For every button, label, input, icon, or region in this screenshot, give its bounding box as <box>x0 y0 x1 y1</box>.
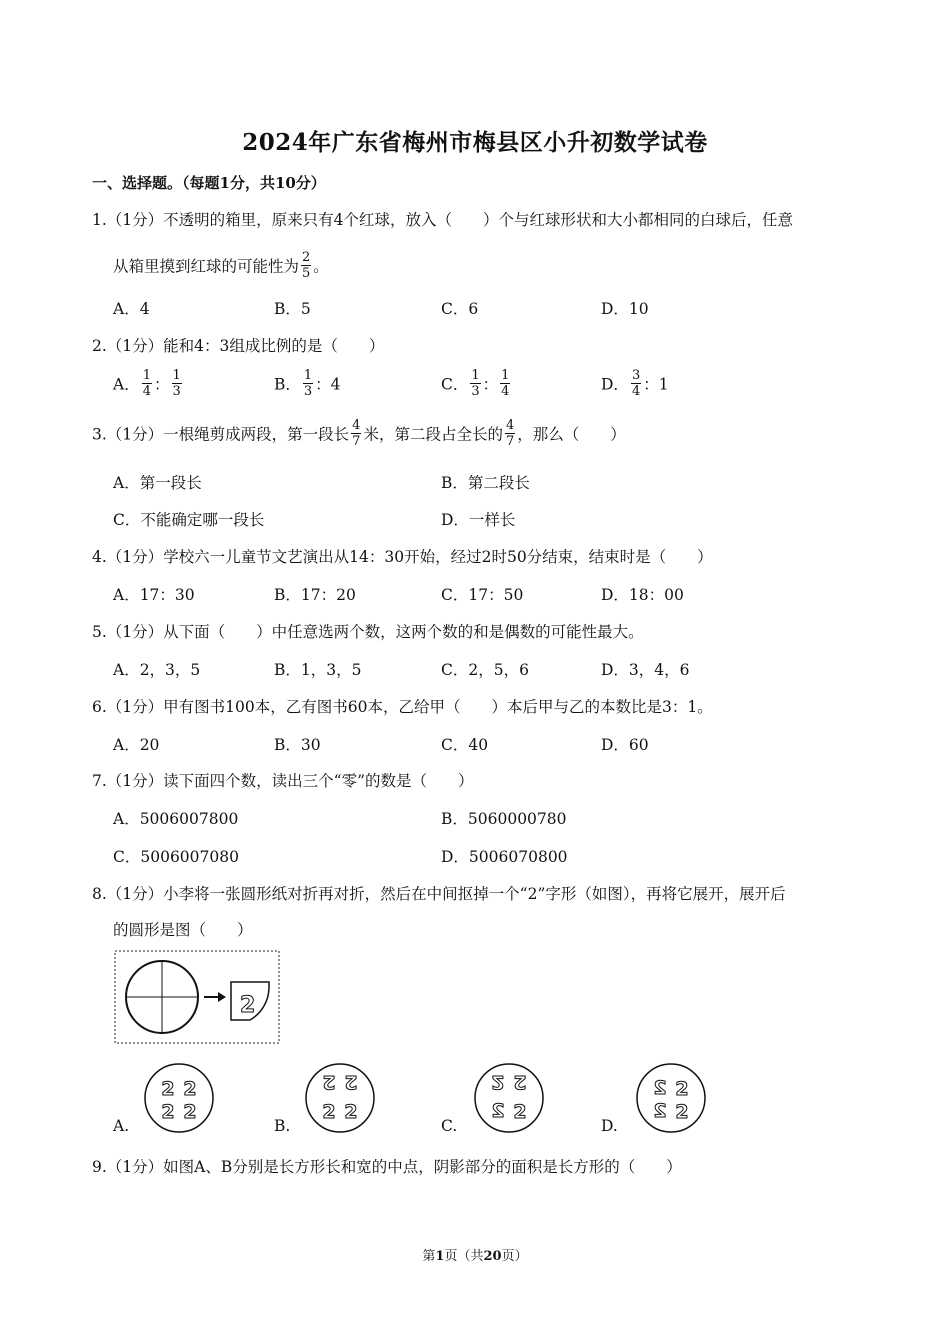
q1-option-a: A．4 <box>113 300 150 318</box>
svg-text:2: 2 <box>675 1078 689 1100</box>
option-b-circle-figure <box>303 1062 377 1134</box>
q5-option-c: C．2，5，6 <box>441 661 529 679</box>
q5-option-b: B．1，3，5 <box>274 661 362 679</box>
question-9: 9.（1分）如图A、B分别是长方形长和宽的中点，阴影部分的面积是长方形的（ ） <box>92 1158 682 1176</box>
q2-option-c: C． $\frac{1}{3}$ ： $\frac{1}{4}$ <box>441 368 510 399</box>
q5-option-d: D．3，4，6 <box>601 661 690 679</box>
q8-option-a: A. <box>113 1117 130 1135</box>
question-2: 2.（1分）能和4：3组成比例的是（ ） <box>92 337 385 355</box>
q6-option-c: C．40 <box>441 736 489 754</box>
svg-text:2: 2 <box>491 1071 505 1093</box>
svg-text:2: 2 <box>344 1071 358 1093</box>
figure-digit: 2 <box>240 993 256 1018</box>
svg-text:2: 2 <box>513 1071 527 1093</box>
svg-text:2: 2 <box>513 1101 527 1123</box>
question-3: 3.（1分）一根绳剪成两段，第一段长 $\frac{4}{7}$ 米，第二段占全长的 $\frac{4}{7}$ ，那么（ ） <box>92 418 626 449</box>
q3-option-b: B．第二段长 <box>441 474 530 492</box>
question-1-line1: 1.（1分）不透明的箱里，原来只有4个红球，放入（ ）个与红球形状和大小都相同的白球后，任意 <box>92 211 794 229</box>
q1-option-d: D．10 <box>601 300 649 318</box>
q7-option-c: C．5006007080 <box>113 848 239 866</box>
fraction: $\frac{2}{5}$ <box>302 250 311 281</box>
svg-text:2: 2 <box>183 1101 197 1123</box>
q4-option-c: C．17：50 <box>441 586 524 604</box>
q8-option-d: D. <box>601 1117 618 1135</box>
svg-text:2: 2 <box>344 1101 358 1123</box>
q4-option-b: B．17：20 <box>274 586 356 604</box>
question-8-line1: 8.（1分）小李将一张圆形纸对折再对折，然后在中间抠掉一个“2”字形（如图），再将它展开，展开后 <box>92 885 786 903</box>
svg-text:2: 2 <box>491 1100 505 1122</box>
section-heading: 一、选择题。（每题1分，共10分） <box>92 174 326 192</box>
svg-text:2: 2 <box>322 1071 336 1093</box>
q5-option-a: A．2，3，5 <box>113 661 201 679</box>
question-7: 7.（1分）读下面四个数，读出三个“零”的数是（ ） <box>92 772 474 790</box>
q4-option-a: A．17：30 <box>113 586 195 604</box>
q2-option-b: B． $\frac{1}{3}$ ：4 <box>274 368 341 399</box>
svg-text:2: 2 <box>653 1100 667 1122</box>
option-a-circle-figure <box>142 1062 216 1134</box>
question-5: 5.（1分）从下面（ ）中任意选两个数，这两个数的和是偶数的可能性最大。 <box>92 623 644 641</box>
svg-text:2: 2 <box>161 1078 175 1100</box>
q6-option-a: A．20 <box>113 736 160 754</box>
q1-option-c: C．6 <box>441 300 479 318</box>
page-title: 2024年广东省梅州市梅县区小升初数学试卷 <box>242 129 708 156</box>
q1-option-b: B．5 <box>274 300 311 318</box>
q6-option-b: B．30 <box>274 736 321 754</box>
q2-option-d: D． $\frac{3}{4}$ ：1 <box>601 368 669 399</box>
question-6: 6.（1分）甲有图书100本，乙有图书60本，乙给甲（ ）本后甲与乙的本数比是3：1。 <box>92 698 713 716</box>
q2-option-a: A． $\frac{1}{4}$ ： $\frac{1}{3}$ <box>113 368 181 399</box>
svg-text:2: 2 <box>161 1101 175 1123</box>
question-8-line2: 的圆形是图（ ） <box>113 921 253 939</box>
q8-option-b: B. <box>274 1117 291 1135</box>
q4-option-d: D．18：00 <box>601 586 684 604</box>
q3-option-d: D．一样长 <box>441 511 516 529</box>
svg-text:2: 2 <box>183 1078 197 1100</box>
question-4: 4.（1分）学校六一儿童节文艺演出从14：30开始，经过2时50分结束，结束时是（ ） <box>92 548 713 566</box>
q3-option-c: C．不能确定哪一段长 <box>113 511 265 529</box>
svg-text:2: 2 <box>322 1101 336 1123</box>
q8-option-c: C. <box>441 1117 458 1135</box>
fold-diagram-figure <box>114 950 280 1044</box>
page-footer: 第1页（共20页） <box>422 1249 528 1264</box>
option-c-circle-figure <box>472 1062 546 1134</box>
q6-option-d: D．60 <box>601 736 649 754</box>
svg-text:2: 2 <box>675 1101 689 1123</box>
q7-option-d: D．5006070800 <box>441 848 568 866</box>
q3-option-a: A．第一段长 <box>113 474 202 492</box>
q7-option-b: B．5060000780 <box>441 810 567 828</box>
option-d-circle-figure <box>634 1062 708 1134</box>
svg-text:2: 2 <box>653 1077 667 1099</box>
question-1-line2: 从箱里摸到红球的可能性为 $\frac{2}{5}$ 。 <box>113 250 329 281</box>
q7-option-a: A．5006007800 <box>113 810 239 828</box>
